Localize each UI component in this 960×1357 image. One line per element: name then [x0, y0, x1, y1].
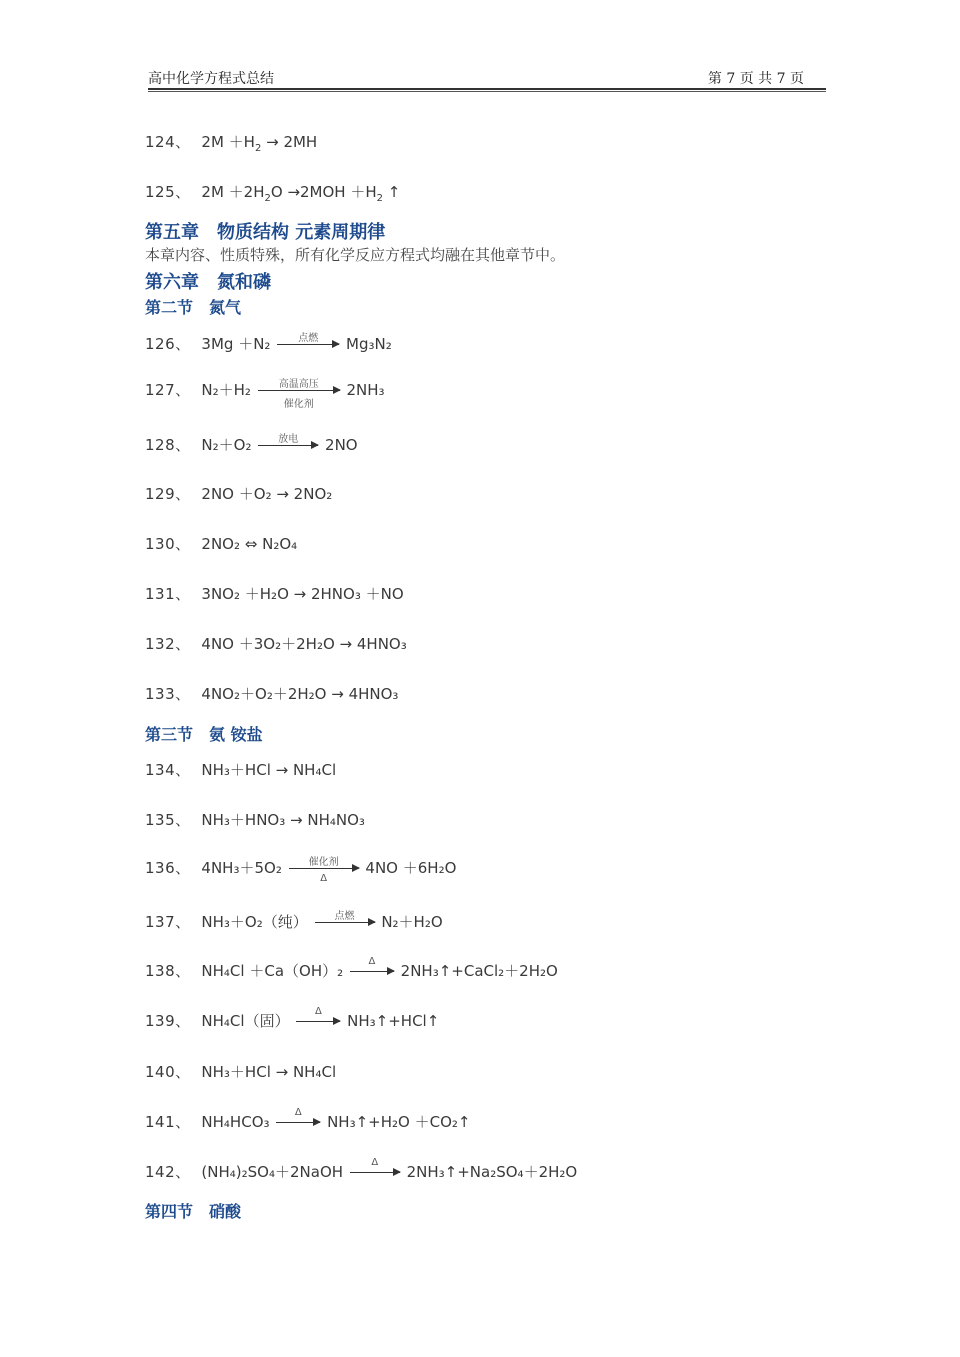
equation-136	[145, 857, 456, 883]
section-3-title: 第三节 氨 铵盐	[145, 725, 263, 744]
equation-128	[145, 434, 358, 460]
equation-lhs: N₂＋O₂	[201, 436, 252, 454]
chapter-5-note: 本章内容、性质特殊，所有化学反应方程式均融在其他章节中。	[145, 246, 566, 264]
equation-lhs: NH₄Cl（固）	[201, 1012, 290, 1030]
equation-rhs: Mg₃N₂	[346, 335, 392, 353]
equation-rhs: 2NH₃↑+Na₂SO₄＋2H₂O	[406, 1163, 578, 1181]
equation-number: 141、	[145, 1113, 191, 1131]
equation-141	[145, 1107, 471, 1137]
arrow-heat: Δ	[320, 873, 328, 884]
arrow-condition: Δ	[371, 1157, 379, 1168]
reaction-arrow	[315, 911, 375, 923]
equation-body: $2M +H_2 \to 2MH$	[201, 133, 318, 154]
equation-number: 142、	[145, 1163, 191, 1181]
equation-number: 129、	[145, 485, 191, 503]
equation-lhs: 4NH₃＋5O₂	[201, 859, 282, 877]
equation-number: 125、	[145, 183, 191, 201]
equation-134	[145, 759, 336, 785]
arrow-condition: Δ	[368, 956, 376, 967]
equation-lhs: N₂＋H₂	[201, 381, 251, 399]
reaction-arrow	[258, 434, 318, 446]
reaction-arrow	[350, 956, 394, 972]
equation-127	[145, 379, 385, 410]
equation-lhs: NH₄HCO₃	[201, 1113, 270, 1131]
equation-lhs: NH₄Cl ＋Ca（OH）₂	[201, 962, 344, 980]
equation-number: 134、	[145, 761, 191, 779]
equation-body: 3NO₂ ＋H₂O → 2HNO₃ ＋NO	[201, 585, 404, 603]
equation-rhs: 2NH₃	[346, 381, 385, 399]
reaction-arrow	[296, 1006, 340, 1022]
equation-body: 2NO₂ ⇔ N₂O₄	[201, 535, 298, 553]
equation-lhs: NH₃＋O₂（纯）	[201, 913, 308, 931]
equation-number: 137、	[145, 913, 191, 931]
equation-rhs: NH₃↑+HCl↑	[347, 1012, 440, 1030]
equation-body: 4NO ＋3O₂＋2H₂O → 4HNO₃	[201, 635, 407, 653]
header-rule	[148, 91, 826, 92]
equation-number: 131、	[145, 585, 191, 603]
equation-135	[145, 809, 365, 835]
arrow-condition: 高温高压	[278, 379, 319, 390]
arrow-condition: 点燃	[334, 911, 355, 922]
equation-number: 128、	[145, 436, 191, 454]
equation-lhs: (NH₄)₂SO₄＋2NaOH	[201, 1163, 344, 1181]
equation-body: 2NO ＋O₂ → 2NO₂	[201, 485, 333, 503]
document-title: 高中化学方程式总结	[148, 71, 274, 87]
equation-131	[145, 583, 404, 609]
equation-124	[145, 131, 317, 157]
equation-number: 136、	[145, 859, 191, 877]
reaction-arrow	[350, 1157, 400, 1173]
equation-body: 4NO₂＋O₂＋2H₂O → 4HNO₃	[201, 685, 399, 703]
equation-140	[145, 1061, 336, 1087]
arrow-condition: 放电	[278, 434, 299, 445]
equation-body: NH₃＋HCl → NH₄Cl	[201, 761, 337, 779]
equation-number: 139、	[145, 1012, 191, 1030]
arrow-condition: Δ	[314, 1006, 322, 1017]
page-header	[148, 66, 826, 90]
equation-number: 140、	[145, 1063, 191, 1081]
reversible-arrow	[258, 379, 340, 410]
equation-137	[145, 911, 443, 937]
equation-body: $2M +2H_2O \to 2MOH +H_2$ ↑	[201, 183, 401, 204]
equation-number: 138、	[145, 962, 191, 980]
equation-number: 126、	[145, 335, 191, 353]
equation-rhs: 4NO ＋6H₂O	[365, 859, 457, 877]
equation-number: 124、	[145, 133, 191, 151]
chapter-5-title: 第五章 物质结构 元素周期律	[145, 222, 386, 243]
equation-number: 127、	[145, 381, 191, 399]
equation-138	[145, 956, 558, 986]
equation-rhs: N₂＋H₂O	[381, 913, 443, 931]
reaction-arrow	[277, 333, 339, 345]
page-number: 第 7 页 共 7 页	[707, 71, 804, 87]
equation-132	[145, 633, 407, 659]
equation-125	[145, 181, 400, 207]
equation-body: NH₃＋HNO₃ → NH₄NO₃	[201, 811, 365, 829]
equation-lhs: 3Mg ＋N₂	[201, 335, 271, 353]
equation-rhs: NH₃↑+H₂O ＋CO₂↑	[327, 1113, 471, 1131]
equation-number: 132、	[145, 635, 191, 653]
equation-139	[145, 1006, 440, 1036]
equation-126	[145, 333, 392, 359]
equation-number: 133、	[145, 685, 191, 703]
arrow-condition: Δ	[294, 1107, 302, 1118]
equation-rhs: 2NO	[325, 436, 358, 454]
equation-133	[145, 683, 398, 709]
equation-130	[145, 533, 297, 559]
equation-body: NH₃＋HCl → NH₄Cl	[201, 1063, 337, 1081]
equation-number: 130、	[145, 535, 191, 553]
equation-rhs: 2NH₃↑+CaCl₂＋2H₂O	[400, 962, 558, 980]
arrow-catalyst: 催化剂	[283, 399, 314, 410]
equation-number: 135、	[145, 811, 191, 829]
reaction-arrow	[276, 1107, 320, 1123]
section-2-title: 第二节 氮气	[145, 298, 242, 317]
arrow-condition: 催化剂	[308, 857, 339, 868]
arrow-condition: 点燃	[298, 333, 319, 344]
equation-129	[145, 483, 332, 509]
section-4-title: 第四节 硝酸	[145, 1202, 242, 1221]
equation-142	[145, 1157, 578, 1187]
reaction-arrow	[289, 857, 359, 884]
chapter-6-title: 第六章 氮和磷	[145, 272, 271, 293]
